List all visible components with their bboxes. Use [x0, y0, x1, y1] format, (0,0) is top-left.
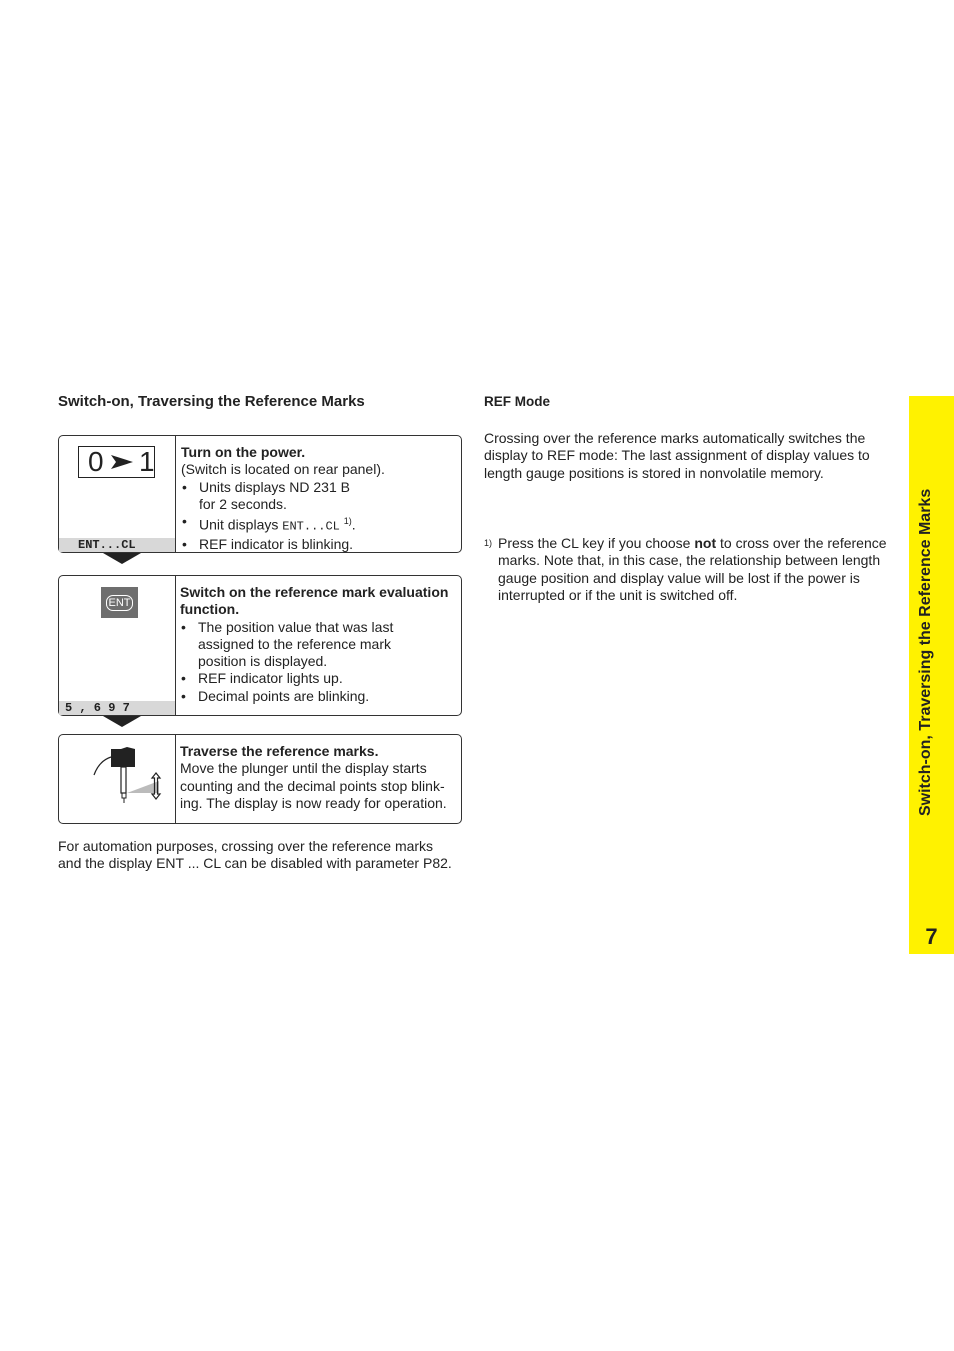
- footnote-ref: 1): [343, 516, 352, 527]
- footnote-marker: 1): [484, 538, 493, 548]
- list-item: • REF indicator lights up.: [180, 670, 457, 687]
- length-gauge-plunger-icon: [89, 745, 169, 811]
- list-item: • Unit displays ENT...CL $^{1)}$.: [181, 513, 457, 536]
- step-traverse-marks-text: [180, 743, 457, 812]
- step-ref-evaluation-text: [180, 584, 457, 705]
- list-item: • Decimal points are blinking.: [180, 688, 457, 705]
- list-item: • The position value that was last assigned to the reference mark position is displayed.: [180, 619, 457, 671]
- step-title: Traverse the reference marks.: [180, 743, 379, 759]
- chapter-tab-title: Switch-on, Traversing the Reference Marks: [917, 488, 934, 816]
- step-bullets: [180, 619, 457, 705]
- step-title: Turn on the power.: [181, 444, 306, 460]
- ent-key-label: ENT: [106, 595, 133, 611]
- step-title: Switch on the reference mark evaluation function.: [180, 584, 449, 618]
- step-description: Move the plunger until the display starts counting and the decimal points stop blink-ing. The display is now ready for operation.: [180, 760, 447, 811]
- chapter-tab: [909, 396, 954, 954]
- step-power-on-illustration: [59, 436, 176, 552]
- switch-off-label: 0: [88, 446, 104, 477]
- footnote-emphasis: not: [694, 535, 717, 551]
- step-traverse-marks-illustration: [59, 735, 176, 823]
- footnote: [484, 535, 888, 604]
- step-ref-evaluation: [58, 575, 462, 716]
- list-item: • REF indicator is blinking.: [181, 536, 457, 553]
- step-arrow-icon: [103, 553, 141, 564]
- ref-mode-text: Crossing over the reference marks automatically switches the display to REF mode: The last assignment of display values to length gauge positions is stored in nonvolatile memory.: [484, 430, 870, 481]
- power-switch-icon: [78, 446, 155, 478]
- step-bullets: [181, 479, 457, 554]
- display-readout: ENT...CL: [59, 538, 175, 552]
- step-note: (Switch is located on rear panel).: [181, 461, 385, 478]
- step-arrow-icon: [103, 716, 141, 727]
- footnote-text: Press the CL key if you choose not to cross over the reference marks. Note that, in this case, the relationship between length gauge position and display value will be lost if the power is interrupted or if the unit is switched off.: [498, 535, 887, 603]
- step-ref-evaluation-illustration: [59, 576, 176, 715]
- arrow-right-icon: [111, 454, 133, 470]
- step-power-on: [58, 435, 462, 553]
- switch-on-label: 1: [139, 446, 155, 477]
- step-traverse-marks: [58, 734, 462, 824]
- automation-note: For automation purposes, crossing over the reference marks and the display ENT ... CL can be disabled with parameter P82.: [58, 838, 452, 872]
- ref-mode-heading: REF Mode: [484, 394, 550, 409]
- list-item: • Units displays ND 231 B for 2 seconds.: [181, 479, 457, 514]
- display-code: ENT...CL: [282, 519, 340, 534]
- display-readout: 5 , 6 9 7: [59, 701, 175, 715]
- ent-key-icon: [101, 587, 138, 618]
- section-heading: Switch-on, Traversing the Reference Marks: [58, 393, 365, 410]
- page-number: 7: [925, 924, 938, 949]
- step-power-on-text: [181, 444, 457, 553]
- chapter-tab-title-wrap: [913, 406, 949, 906]
